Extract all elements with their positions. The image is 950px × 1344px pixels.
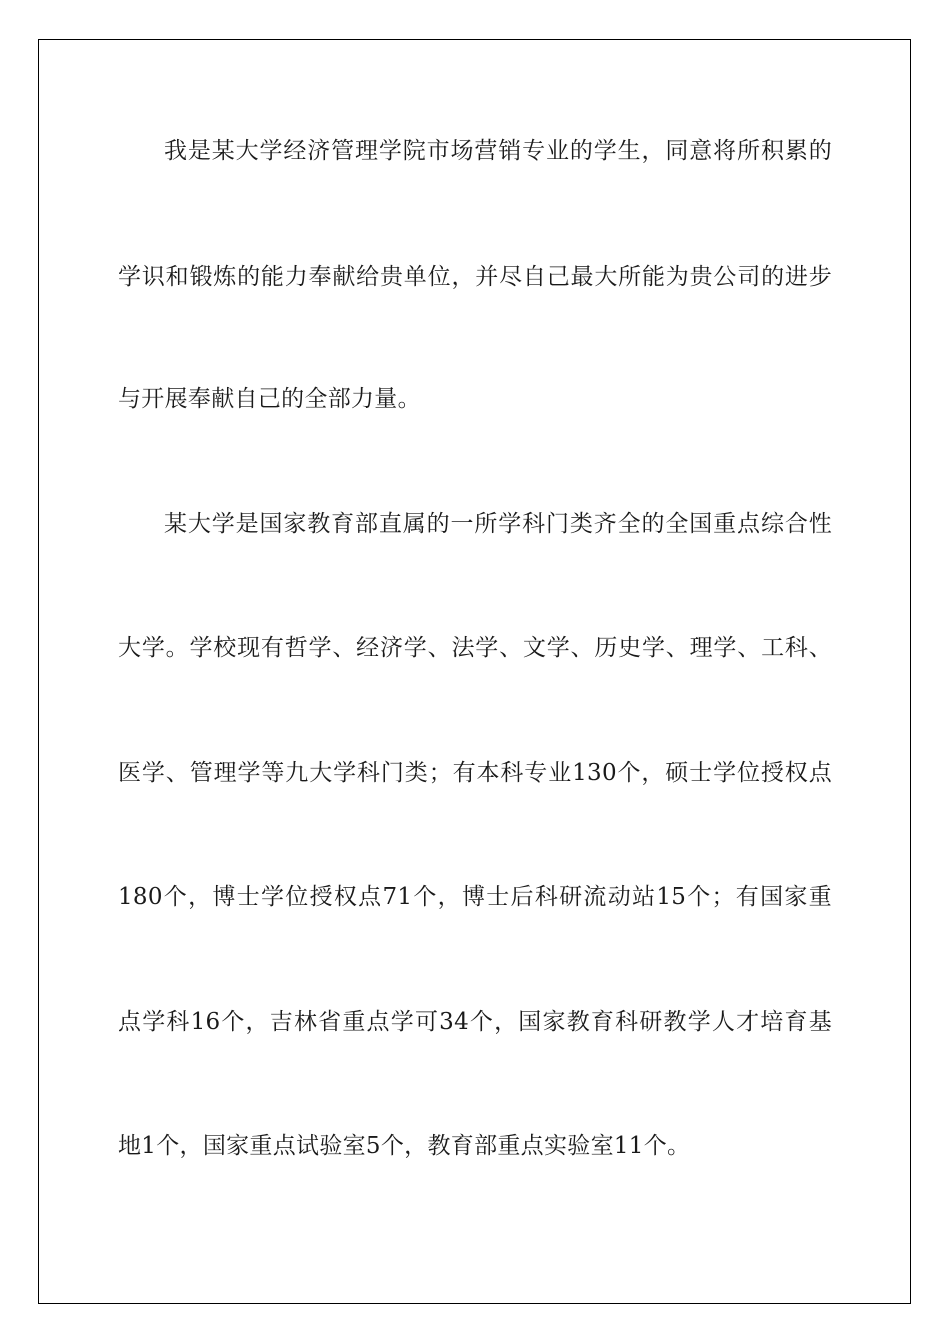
paragraph-line: 180个，博士学位授权点71个，博士后科研流动站15个；有国家重: [118, 884, 832, 910]
paragraph-line: 医学、管理学等九大学科门类；有本科专业130个，硕士学位授权点: [118, 760, 832, 786]
paragraph-line: 地1个，国家重点试验室5个，教育部重点实验室11个。: [118, 1133, 691, 1159]
paragraph-line: 与开展奉献自己的全部力量。: [118, 386, 421, 412]
paragraph-line: 大学。学校现有哲学、经济学、法学、文学、历史学、理学、工科、: [118, 635, 832, 661]
paragraph-line: 某大学是国家教育部直属的一所学科门类齐全的全国重点综合性: [164, 511, 832, 537]
paragraph-line: 我是某大学经济管理学院市场营销专业的学生，同意将所积累的: [164, 138, 832, 164]
page-border: [38, 39, 911, 1304]
paragraph-line: 学识和锻炼的能力奉献给贵单位，并尽自己最大所能为贵公司的进步: [118, 264, 832, 290]
paragraph-line: 点学科16个，吉林省重点学可34个，国家教育科研教学人才培育基: [118, 1009, 832, 1035]
